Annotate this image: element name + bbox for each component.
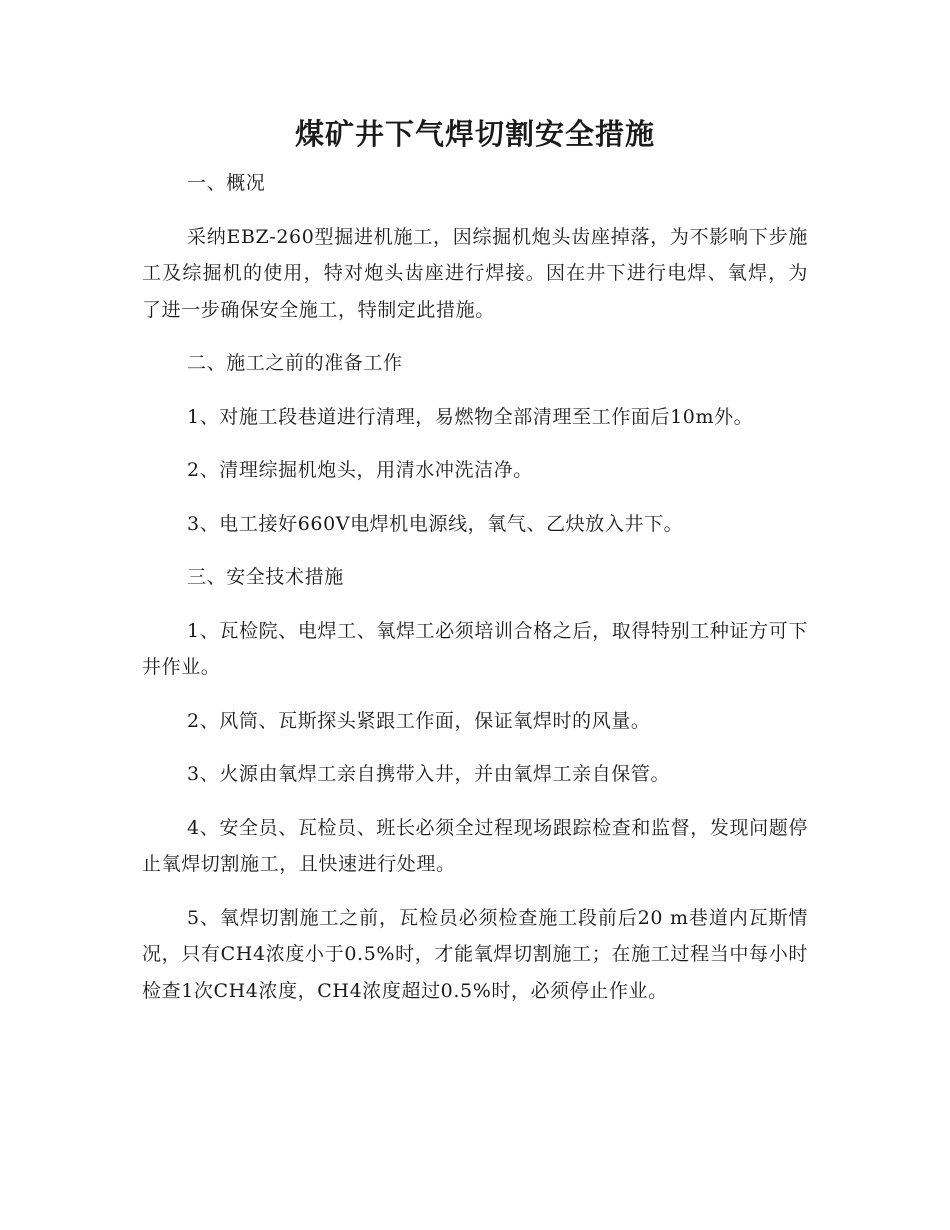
paragraph-overview: 采纳EBZ-260型掘进机施工，因综掘机炮头齿座掉落，为不影响下步施工及综掘机的使用，特对炮头齿座进行焊接。因在井下进行电焊、氧焊，为了进一步确保安全施工，特制定此措施。 — [142, 225, 808, 321]
section-heading-safety: 三、安全技术措施 — [187, 566, 344, 588]
paragraph-prep-1: 1、对施工段巷道进行清理，易燃物全部清理至工作面后10m外。 — [187, 405, 754, 428]
section-heading-overview: 一、概况 — [187, 172, 266, 194]
document-title: 煤矿井下气焊切割安全措施 — [294, 117, 655, 151]
paragraph-safety-2: 2、风筒、瓦斯探头紧跟工作面，保证氧焊时的风量。 — [187, 709, 651, 732]
paragraph-prep-2: 2、清理综掘机炮头，用清水冲洗洁净。 — [187, 459, 533, 481]
paragraph-safety-4: 4、安全员、瓦检员、班长必须全过程现场跟踪检查和监督，发现问题停止氧焊切割施工，且快速进行处理。 — [142, 816, 808, 875]
document-body — [142, 165, 808, 1026]
paragraph-prep-3: 3、电工接好660V电焊机电源线，氧气、乙炔放入井下。 — [187, 512, 684, 535]
paragraph-safety-3: 3、火源由氧焊工亲自携带入井，并由氧焊工亲自保管。 — [187, 763, 671, 785]
paragraph-safety-1: 1、瓦检院、电焊工、氧焊工必须培训合格之后，取得特别工种证方可下井作业。 — [142, 619, 808, 678]
paragraph-safety-5: 5、氧焊切割施工之前，瓦检员必须检查施工段前后20 m巷道内瓦斯情况，只有CH4浓度小于0.5%时，才能氧焊切割施工；在施工过程当中每小时检查1次CH4浓度，CH4浓度超过0.5%时，必须停止作业。 — [142, 906, 808, 1002]
section-heading-preparation: 二、施工之前的准备工作 — [187, 352, 403, 374]
